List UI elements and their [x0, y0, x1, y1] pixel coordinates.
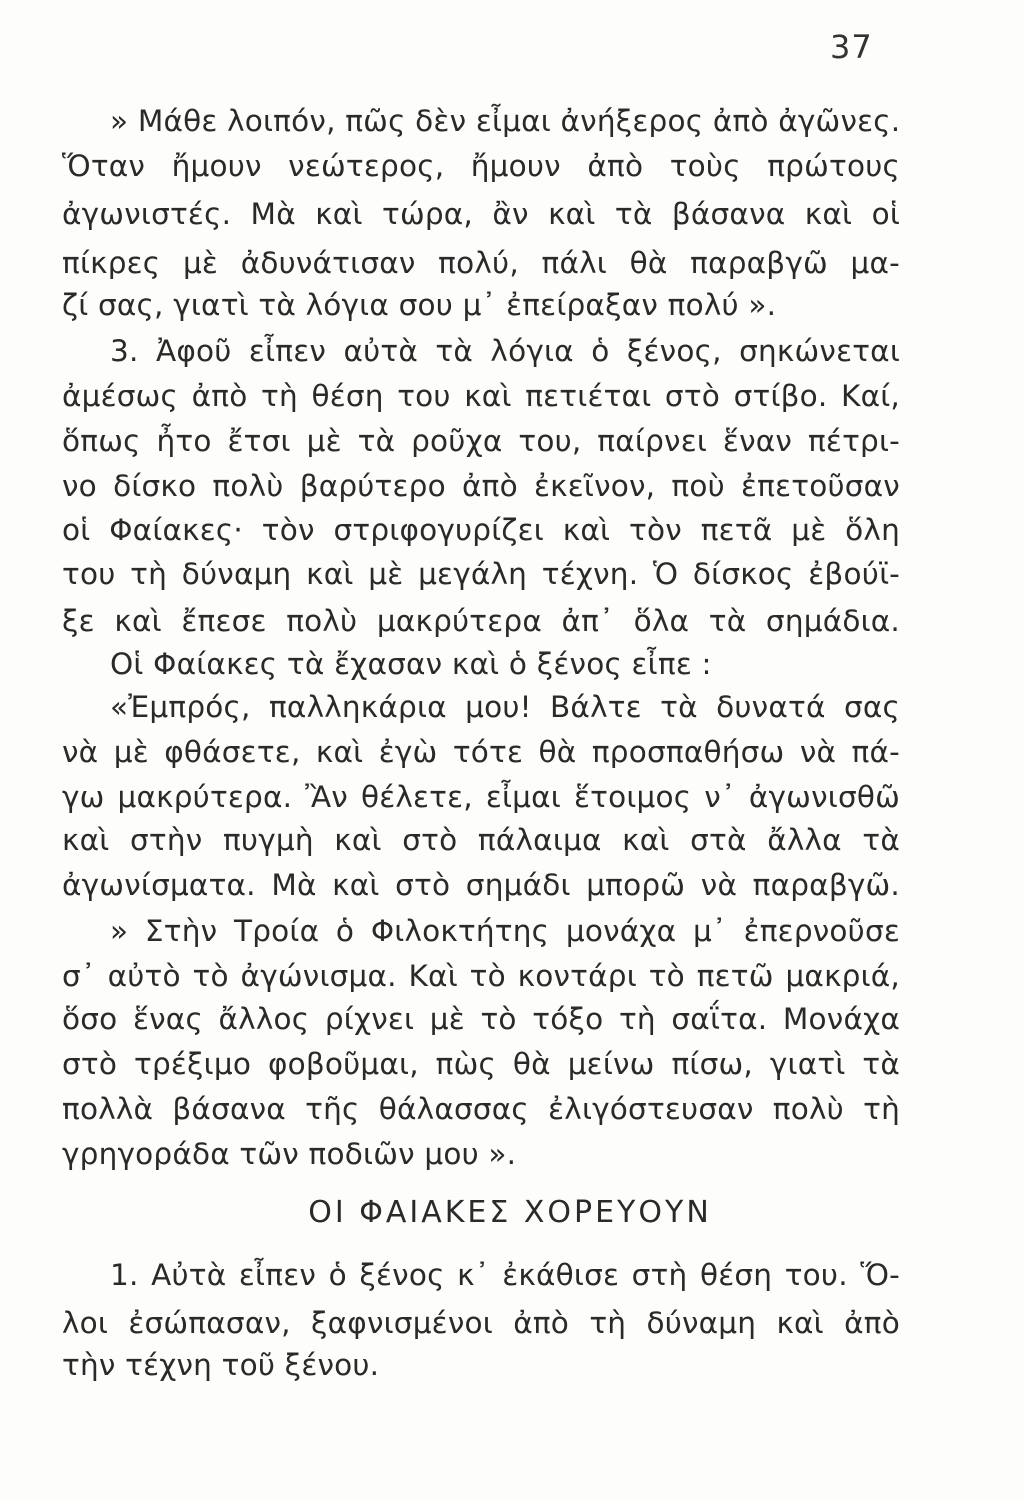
text-line: γω μακρύτερα. Ἂν θέλετε, εἶμαι ἕτοιμος ν᾿ ἀγωνισθῶ: [62, 780, 900, 814]
text-line: ὅπως ἦτο ἔτσι μὲ τὰ ροῦχα του, παίρνει ἕναν πέτρι-: [62, 424, 900, 458]
text-line: ὅσο ἕνας ἄλλος ρίχνει μὲ τὸ τόξο τὴ σαΐτα. Μονάχα: [62, 1002, 900, 1036]
text-line: νο δίσκο πολὺ βαρύτερο ἀπὸ ἐκεῖνον, ποὺ ἐπετοῦσαν: [62, 469, 900, 503]
text-line: 1. Αὐτὰ εἶπεν ὁ ξένος κ᾿ ἐκάθισε στὴ θέση του. Ὅ-: [110, 1258, 900, 1292]
text-line: » Μάθε λοιπόν, πῶς δὲν εἶμαι ἀνήξερος ἀπὸ ἀγῶνες.: [110, 104, 900, 138]
text-line: ἀμέσως ἀπὸ τὴ θέση του καὶ πετιέται στὸ στίβο. Καί,: [62, 379, 900, 413]
text-line: οἱ Φαίακες· τὸν στριφογυρίζει καὶ τὸν πετᾶ μὲ ὅλη: [62, 513, 900, 547]
text-line: του τὴ δύναμη καὶ μὲ μεγάλη τέχνη. Ὁ δίσκος ἐβούϊ-: [62, 557, 900, 591]
text-line: πολλὰ βάσανα τῆς θάλασσας ἐλιγόστευσαν πολὺ τὴ: [62, 1092, 900, 1126]
text-line: Οἱ Φαίακες τὰ ἔχασαν καὶ ὁ ξένος εἶπε :: [110, 647, 712, 681]
text-line: 3. Ἀφοῦ εἶπεν αὐτὰ τὰ λόγια ὁ ξένος, σηκώνεται: [110, 334, 900, 368]
text-line: ξε καὶ ἔπεσε πολὺ μακρύτερα ἀπ᾿ ὅλα τὰ σημάδια.: [62, 604, 900, 638]
text-line: στὸ τρέξιμο φοβοῦμαι, πὼς θὰ μείνω πίσω, γιατὶ τὰ: [62, 1047, 900, 1081]
text-line: «Ἐμπρός, παλληκάρια μου! Βάλτε τὰ δυνατά σας: [110, 690, 900, 724]
text-line: » Στὴν Τροία ὁ Φιλοκτήτης μονάχα μ᾿ ἐπερνοῦσε: [110, 914, 900, 948]
text-line: σ᾿ αὐτὸ τὸ ἀγώνισμα. Καὶ τὸ κοντάρι τὸ πετῶ μακριά,: [62, 959, 900, 993]
text-line: τὴν τέχνη τοῦ ξένου.: [62, 1348, 380, 1382]
text-line: λοι ἐσώπασαν, ξαφνισμένοι ἀπὸ τὴ δύναμη καὶ ἀπὸ: [62, 1306, 900, 1340]
text-line: ζί σας, γιατὶ τὰ λόγια σου μ᾿ ἐπείραξαν πολύ ».: [62, 288, 777, 322]
text-line: Ὅταν ἤμουν νεώτερος, ἤμουν ἀπὸ τοὺς πρώτους: [62, 149, 900, 183]
page-number: 37: [830, 28, 873, 66]
text-line: καὶ στὴν πυγμὴ καὶ στὸ πάλαιμα καὶ στὰ ἄλλα τὰ: [62, 823, 900, 857]
text-line: πίκρες μὲ ἀδυνάτισαν πολύ, πάλι θὰ παραβγῶ μα-: [62, 246, 900, 280]
text-line: ἀγωνίσματα. Μὰ καὶ στὸ σημάδι μπορῶ νὰ παραβγῶ.: [62, 868, 900, 902]
text-line: νὰ μὲ φθάσετε, καὶ ἐγὼ τότε θὰ προσπαθήσω νὰ πά-: [62, 735, 900, 769]
text-line: γρηγοράδα τῶν ποδιῶν μου ».: [62, 1137, 517, 1171]
text-line: ἀγωνιστές. Μὰ καὶ τώρα, ἂν καὶ τὰ βάσανα καὶ οἱ: [62, 197, 900, 231]
section-heading: ΟΙ ΦΑΙΑΚΕΣ ΧΟΡΕΥΟΥΝ: [308, 1195, 712, 1230]
